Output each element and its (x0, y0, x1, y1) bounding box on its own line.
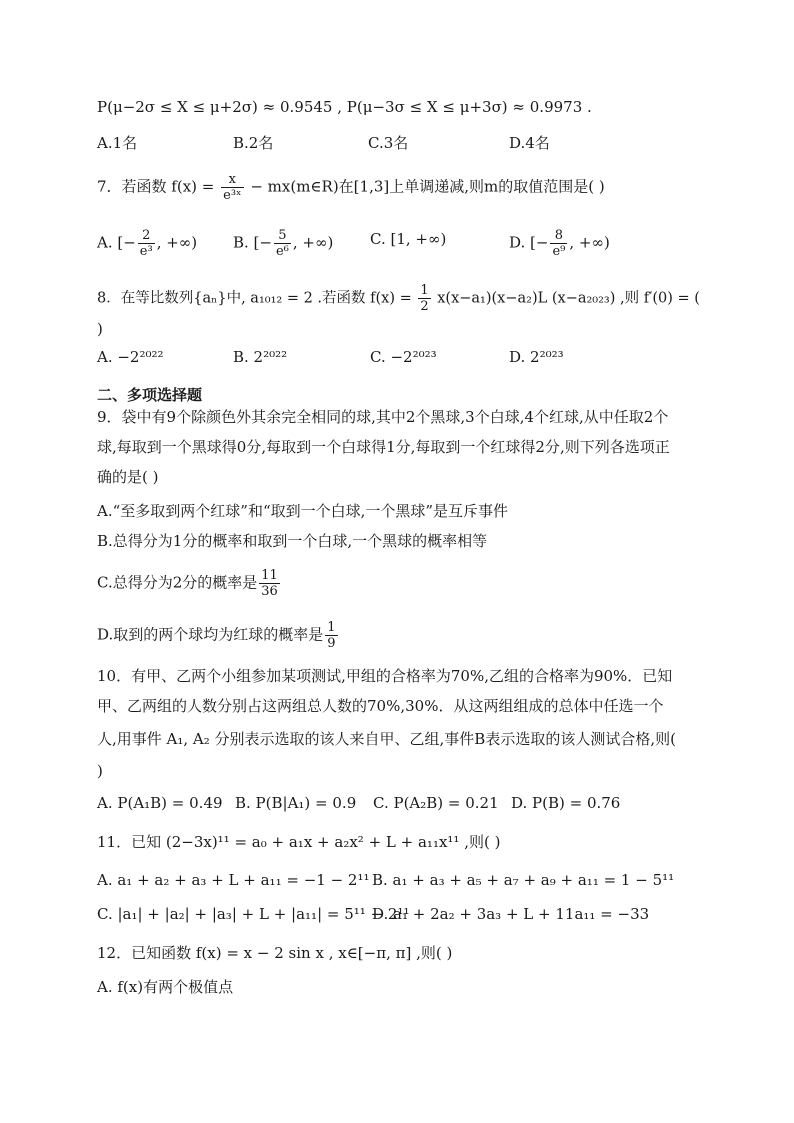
q7-stem: 7．若函数 f(x) = $\frac{x}{\text{e³ˣ}}$ − mx(m∈R)在[1,3]上单调递减,则m的取值范围是( ) (97, 172, 605, 203)
q10-option-c: C. P(A₂B) = 0.21 (373, 794, 499, 812)
q7-option-b: B. [− $\frac{5}{\text{e⁶}}$ , +∞) (233, 228, 334, 259)
q12-option-a: A. f(x)有两个极值点 (97, 978, 234, 996)
q8-stem-fraction: $\frac{1}{2}$ (420, 283, 429, 314)
q11-option-d: D. a₁ + 2a₂ + 3a₃ + L + 11a₁₁ = −33 (372, 905, 650, 923)
q9-option-c: C.总得分为2分的概率是 $\frac{11}{36}$ (97, 568, 278, 599)
q11-stem: 11．已知 (2−3x)¹¹ = a₀ + a₁x + a₂x² + L + a₁₁x¹¹ ,则( ) (97, 833, 501, 851)
q7-option-d: D. [− $\frac{8}{\text{e⁹}}$ , +∞) (509, 228, 610, 259)
q11-option-a: A. a₁ + a₂ + a₃ + L + a₁₁ = −1 − 2¹¹ (97, 871, 370, 889)
q9-option-a: A.“至多取到两个红球”和“取到一个白球,一个黑球”是互斥事件 (97, 502, 509, 520)
q6-option-a: A.1名 (97, 134, 138, 152)
q12-stem: 12．已知函数 f(x) = x − 2 sin x , x∈[−π, π] ,则( ) (97, 944, 453, 962)
q8-option-b: B. 2²⁰²² (233, 348, 288, 366)
q11-option-b: B. a₁ + a₃ + a₅ + a₇ + a₉ + a₁₁ = 1 − 5¹¹ (372, 871, 675, 889)
q9-option-b: B.总得分为1分的概率和取到一个白球,一个黑球的概率相等 (97, 532, 488, 550)
q7-option-a: A. [− $\frac{2}{\text{e³}}$ , +∞) (97, 228, 198, 259)
q9-stem-line-2: 球,每取到一个黑球得0分,每取到一个白球得1分,每取到一个红球得2分,则下列各选项正 (97, 438, 670, 456)
q6-option-d: D.4名 (509, 134, 550, 152)
q10-stem-line-4: ) (97, 762, 103, 780)
q10-stem-line-1: 10．有甲、乙两个小组参加某项测试,甲组的合格率为70%,乙组的合格率为90%．已知 (97, 667, 673, 685)
q10-option-d: D. P(B) = 0.76 (511, 794, 621, 812)
q8-option-c: C. −2²⁰²³ (370, 348, 437, 366)
q10-stem-line-3: 人,用事件 A₁, A₂ 分别表示选取的该人来自甲、乙组,事件B表示选取的该人测试合格,则( (97, 730, 676, 748)
q7-stem-fraction: $\frac{x}{\text{e³ˣ}}$ (223, 172, 242, 203)
q7-option-c: C. [1, +∞) (370, 230, 447, 248)
q8-stem: 8．在等比数列{aₙ}中, a₁₀₁₂ = 2 .若函数 f(x) = $\frac{1}{2}$ x(x−a₁)(x−a₂)L (x−a₂₀₂₃) ,则 f′(0) = ( (97, 283, 700, 314)
q10-stem-line-2: 甲、乙两组的人数分别占这两组总人数的70%,30%．从这两组组成的总体中任选一个 (97, 697, 664, 715)
q9-stem-line-3: 确的是( ) (97, 468, 159, 486)
q11-option-c: C. |a₁| + |a₂| + |a₃| + L + |a₁₁| = 5¹¹ − 2¹¹ (97, 905, 410, 923)
q8-option-a: A. −2²⁰²² (97, 348, 164, 366)
q9-stem-line-1: 9．袋中有9个除颜色外其余完全相同的球,其中2个黑球,3个白球,4个红球,从中任取2个 (97, 408, 669, 426)
q6-option-b: B.2名 (233, 134, 274, 152)
q8-option-d: D. 2²⁰²³ (509, 348, 564, 366)
normal-distribution-reference: P(μ−2σ ≤ X ≤ μ+2σ) ≈ 0.9545 , P(μ−3σ ≤ X ≤ μ+3σ) ≈ 0.9973 . (97, 98, 592, 116)
section-heading-multiple-choice: 二、多项选择题 (97, 386, 203, 404)
q9-option-d: D.取到的两个球均为红球的概率是 $\frac{1}{9}$ (97, 620, 336, 651)
q6-option-c: C.3名 (368, 134, 409, 152)
q10-option-a: A. P(A₁B) = 0.49 (97, 794, 223, 812)
q8-stem-continued: ) (97, 320, 103, 338)
q10-option-b: B. P(B|A₁) = 0.9 (235, 794, 357, 812)
